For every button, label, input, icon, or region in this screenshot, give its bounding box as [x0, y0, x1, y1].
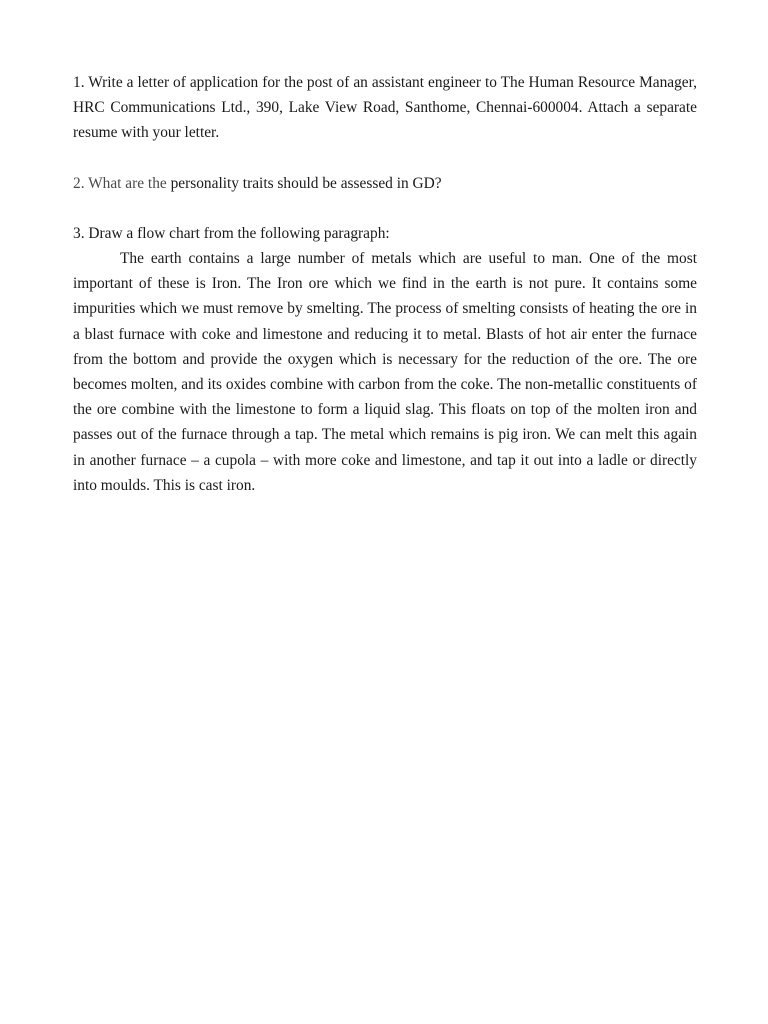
question-1: 1. Write a letter of application for the post of an assistant engineer to The Human Resource Manager, HRC Communications Ltd., 390, Lake View Road, Santhome, Chennai-600004. Attach a separate resume with your letter.	[73, 74, 697, 142]
question-2-lead: 2. What are the	[73, 174, 171, 192]
question-2	[73, 171, 697, 196]
question-2-rest: personality traits should be assessed in GD?	[170, 174, 442, 192]
question-3-paragraph: The earth contains a large number of metals which are useful to man. One of the most important of these is Iron. The Iron ore which we find in the earth is not pure. It contains some impurities which we must remove by smelting. The process of smelting consists of heating the ore in a blast furnace with coke and limestone and reducing it to metal. Blasts of hot air enter the furnace from the bottom and provide the oxygen which is necessary for the reduction of the ore. The ore becomes molten, and its oxides combine with carbon from the coke. The non-metallic constituents of the ore combine with the limestone to form a liquid slag. This floats on top of the molten iron and passes out of the furnace through a tap. The metal which remains is pig iron. We can melt this again in another furnace – a cupola – with more coke and limestone, and tap it out into a ladle or directly into moulds. This is cast iron.	[73, 250, 697, 494]
spacer	[73, 196, 697, 221]
spacer	[73, 146, 697, 171]
document-page	[73, 70, 697, 498]
question-3-prompt: 3. Draw a flow chart from the following paragraph:	[73, 224, 390, 242]
